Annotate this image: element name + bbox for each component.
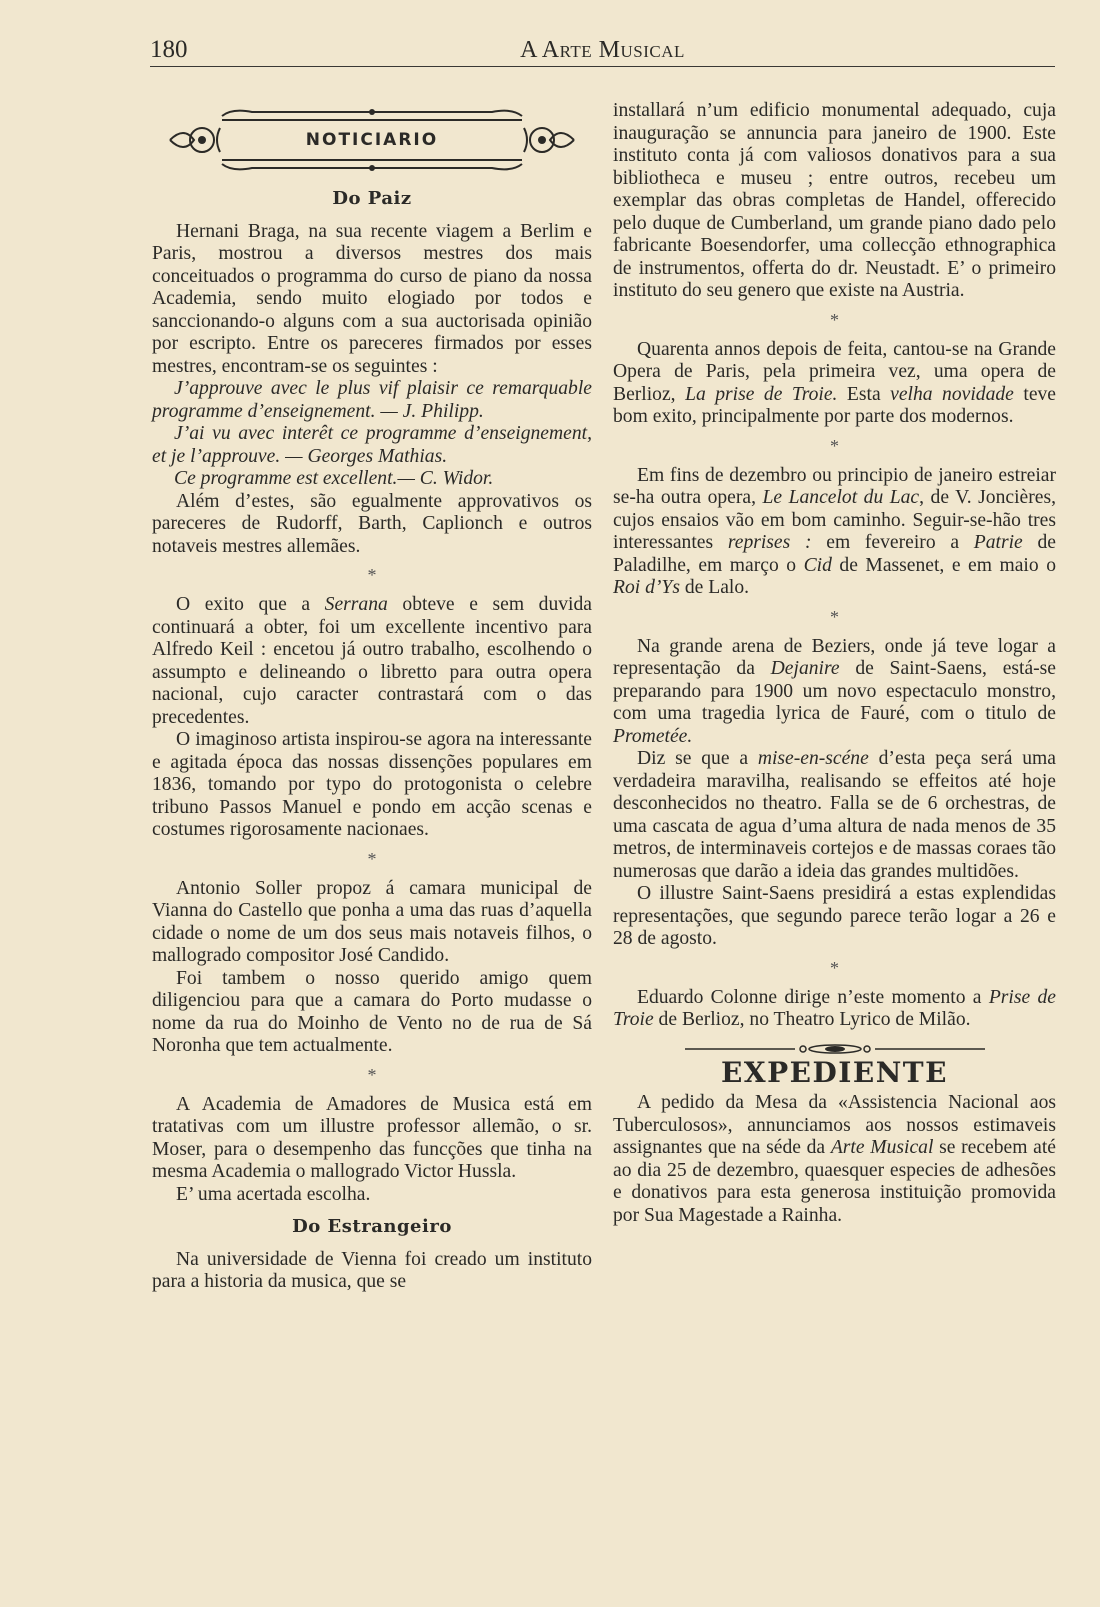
quote: J’ai vu avec interêt ce programme d’enseignement, et je l’approuve. — Georges Mathias.	[152, 423, 592, 467]
paragraph: Foi tambem o nosso querido amigo quem diligenciou para que a camara do Porto mudasse o nome da rua do Moinho de Vento no de rua de Sá Noronha que tem actualmente.	[152, 967, 592, 1056]
paragraph: Quarenta annos depois de feita, cantou-se na Grande Opera de Paris, pela primeira vez, uma opera de Berlioz, La prise de Troie. Esta velha novidade teve bom exito, principalmente por parte dos modernos.	[613, 338, 1057, 427]
asterisk-separator: *	[367, 848, 377, 869]
asterisk-separator: *	[830, 309, 839, 330]
section-title-expediente: EXPEDIENTE	[721, 1055, 948, 1089]
paragraph: A Academia de Amadores de Musica está em tratativas com um illustre professor allemão, o sr. Moser, para o desempenho das funcções que tinha na mesma Academia o mallogrado Victor Hussla.	[152, 1093, 592, 1182]
right-column	[613, 100, 1056, 1227]
noticiario-masthead	[152, 100, 592, 188]
paragraph: E’ uma acertada escolha.	[176, 1183, 371, 1205]
section-title-noticiario: NOTICIARIO	[305, 130, 439, 150]
paragraph: O imaginoso artista inspirou-se agora na interessante e agitada época das nossas dissenções populares em 1836, tomando por typo do protogonista o celebre tribuno Passos Manuel e pondo em acção scenas e costumes rigorosamente nacionaes.	[152, 729, 592, 840]
quote: J’approuve avec le plus vif plaisir ce remarquable programme d’enseignement. — J. Philipp.	[152, 378, 592, 422]
subheading-do-estrangeiro: Do Estrangeiro	[292, 1216, 452, 1237]
asterisk-separator: *	[830, 435, 839, 456]
paragraph: Diz se que a mise-en-scéne d’esta peça será uma verdadeira maravilha, realisando se effeitos até hoje desconhecidos no theatro. Falla se de 6 orchestras, de uma cascata de agua d’uma altura de nada menos de 35 metros, de interminaveis cortejos e de massas coraes tão numerosas que darão a ideia das grandes multidões.	[613, 748, 1056, 882]
paragraph: Antonio Soller propoz á camara municipal de Vianna do Castello que ponha a uma das ruas d’aquella cidade o nome de um dos seus mais notaveis filhos, o mallogrado compositor José Candido.	[152, 877, 592, 966]
paragraph: Hernani Braga, na sua recente viagem a Berlim e Paris, mostrou a diversos mestres dos mais conceituados o programma do curso de piano da nossa Academia, sendo muito elogiado por todos e sanccionando-o alguns com a sua auctorisada opinião por escripto. Entre os pareceres firmados por esses mestres, encontram-se os seguintes :	[152, 220, 592, 377]
paragraph: Além d’estes, são egualmente approvativos os pareceres de Rudorff, Barth, Caplionch e outros notaveis mestres allemães.	[152, 490, 592, 557]
quote: Ce programme est excellent.— C. Widor.	[174, 468, 494, 489]
paragraph: A pedido da Mesa da «Assistencia Nacional aos Tuberculosos», annunciamos aos nossos estimaveis assignantes que na séde da Arte Musical se recebem até ao dia 25 de dezembro, quaesquer especies de adhesões e donativos para esta generosa instituição promovida por Sua Magestade a Rainha.	[613, 1092, 1056, 1226]
asterisk-separator: *	[830, 957, 839, 978]
paragraph: Na grande arena de Beziers, onde já teve logar a representação da Dejanire de Saint-Saens, está-se preparando para 1900 um novo espectaculo monstro, com uma tragedia lyrica de Fauré, com o titulo de Prometée.	[613, 635, 1056, 747]
paragraph: Eduardo Colonne dirige n’este momento a Prise de Troie de Berlioz, no Theatro Lyrico de Milão.	[613, 986, 1056, 1030]
page-number: 180	[150, 36, 188, 63]
left-column	[152, 100, 592, 1294]
asterisk-separator: *	[830, 606, 839, 627]
asterisk-separator: *	[367, 565, 377, 585]
paragraph: installará n’um edificio monumental adequado, cuja inauguração se annuncia para janeiro de 1900. Este instituto conta já com valiosos donativos para a sua bibliotheca e museu ; entre outros, recebeu um exemplar das obras completas de Handel, offerecido pelo duque de Cumberland, um grande piano dado pelo fabricante Boesendorfer, uma collecção ethnographica de instrumentos, offerta do dr. Neustadt. E’ o primeiro instituto do seu genero que existe na Austria.	[613, 100, 1056, 301]
paragraph: Na universidade de Vienna foi creado um instituto para a historia da musica, que se	[152, 1248, 592, 1292]
journal-title: A Arte Musical	[520, 37, 685, 63]
divider-ornament-icon	[685, 1042, 985, 1056]
paragraph: O illustre Saint-Saens presidirá a estas explendidas representações, que segundo parece terão logar a 26 e 28 de agosto.	[613, 883, 1056, 949]
paragraph: Em fins de dezembro ou principio de janeiro estreiar se-ha outra opera, Le Lancelot du Lac, de V. Joncières, cujos ensaios vão em bom caminho. Seguir-se-hão tres interessantes reprises : em fevereiro a Patrie de Paladilhe, em março o Cid de Massenet, e em maio o Roi d’Ys de Lalo.	[613, 464, 1056, 598]
subheading-do-paiz: Do Paiz	[332, 188, 412, 209]
paragraph: O exito que a Serrana obteve e sem duvida continuará a obter, foi um excellente incentivo para Alfredo Keil : encetou já outro trabalho, escolhendo o assumpto e delineando o libretto para outra opera nacional, cujo caracter contrastará com o das precedentes.	[152, 594, 592, 728]
running-head	[150, 36, 1055, 67]
asterisk-separator: *	[367, 1064, 377, 1085]
